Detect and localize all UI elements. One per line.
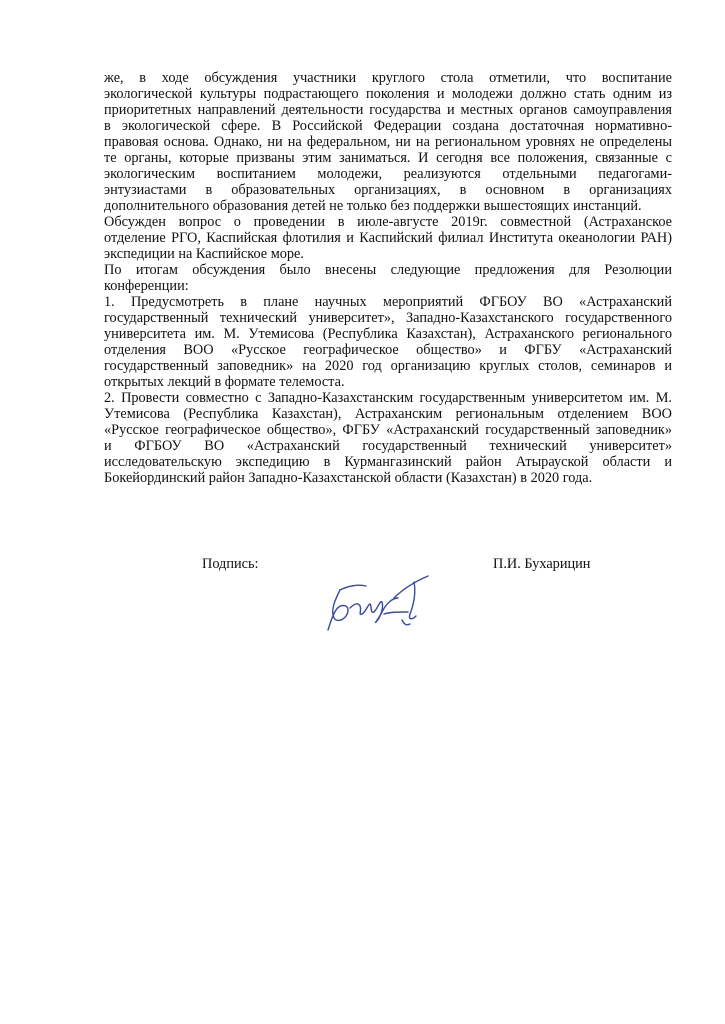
signatory-name: П.И. Бухарицин: [493, 556, 591, 572]
signature-label: Подпись:: [202, 556, 259, 572]
text-line: открытых лекций в формате телемоста.: [104, 374, 345, 390]
text-line: исследовательскую экспедицию в Курмангазинский район Атырауской области и: [104, 454, 672, 470]
text-line: в экологической сфере. В Российской Федерации создана достаточная нормативно-: [104, 118, 672, 134]
text-line: государственный технический университет», Западно-Казахстанского государственного: [104, 310, 672, 326]
text-line: университета им. М. Утемисова (Республика Казахстан), Астраханского регионального: [104, 326, 672, 342]
text-line: 2. Провести совместно с Западно-Казахстанским государственным университетом им. М.: [104, 390, 672, 406]
handwritten-signature: [318, 568, 444, 638]
text-line: По итогам обсуждения было внесены следующие предложения для Резолюции: [104, 262, 672, 278]
text-line: 1. Предусмотреть в плане научных мероприятий ФГБОУ ВО «Астраханский: [104, 294, 672, 310]
text-line: энтузиастами в образовательных организациях, в основном в организациях: [104, 182, 672, 198]
text-line: Утемисова (Республика Казахстан), Астраханским региональным отделением ВОО: [104, 406, 672, 422]
text-line: и ФГБОУ ВО «Астраханский государственный технический университет»: [104, 438, 672, 454]
text-line: приоритетных направлений деятельности государства и местных органов самоуправления: [104, 102, 672, 118]
text-line: конференции:: [104, 278, 189, 294]
text-line: правовая основа. Однако, ни на федеральном, ни на региональном уровнях не определены: [104, 134, 672, 150]
text-line: экологической культуры подрастающего поколения и молодежи должно стать одним из: [104, 86, 672, 102]
text-line: Бокейординский район Западно-Казахстанской области (Казахстан) в 2020 года.: [104, 470, 593, 486]
document-body-text: [104, 70, 672, 486]
text-line: Обсужден вопрос о проведении в июле-августе 2019г. совместной (Астраханское: [104, 214, 672, 230]
text-line: те органы, которые призваны этим заниматься. И сегодня все положения, связанные с: [104, 150, 672, 166]
text-line: экспедиции на Каспийское море.: [104, 246, 304, 262]
text-line: дополнительного образования детей не только без поддержки вышестоящих инстанций.: [104, 198, 642, 214]
text-line: отделения ВОО «Русское географическое общество» и ФГБУ «Астраханский: [104, 342, 672, 358]
text-line: экологическим воспитанием молодежи, реализуются отдельными педагогами-: [104, 166, 672, 182]
text-line: отделение РГО, Каспийская флотилия и Каспийский филиал Института океанологии РАН): [104, 230, 672, 246]
text-line: «Русское географическое общество», ФГБУ «Астраханский государственный заповедник»: [104, 422, 672, 438]
text-line: государственный заповедник» на 2020 год организацию круглых столов, семинаров и: [104, 358, 672, 374]
text-line: же, в ходе обсуждения участники круглого стола отметили, что воспитание: [104, 70, 672, 86]
